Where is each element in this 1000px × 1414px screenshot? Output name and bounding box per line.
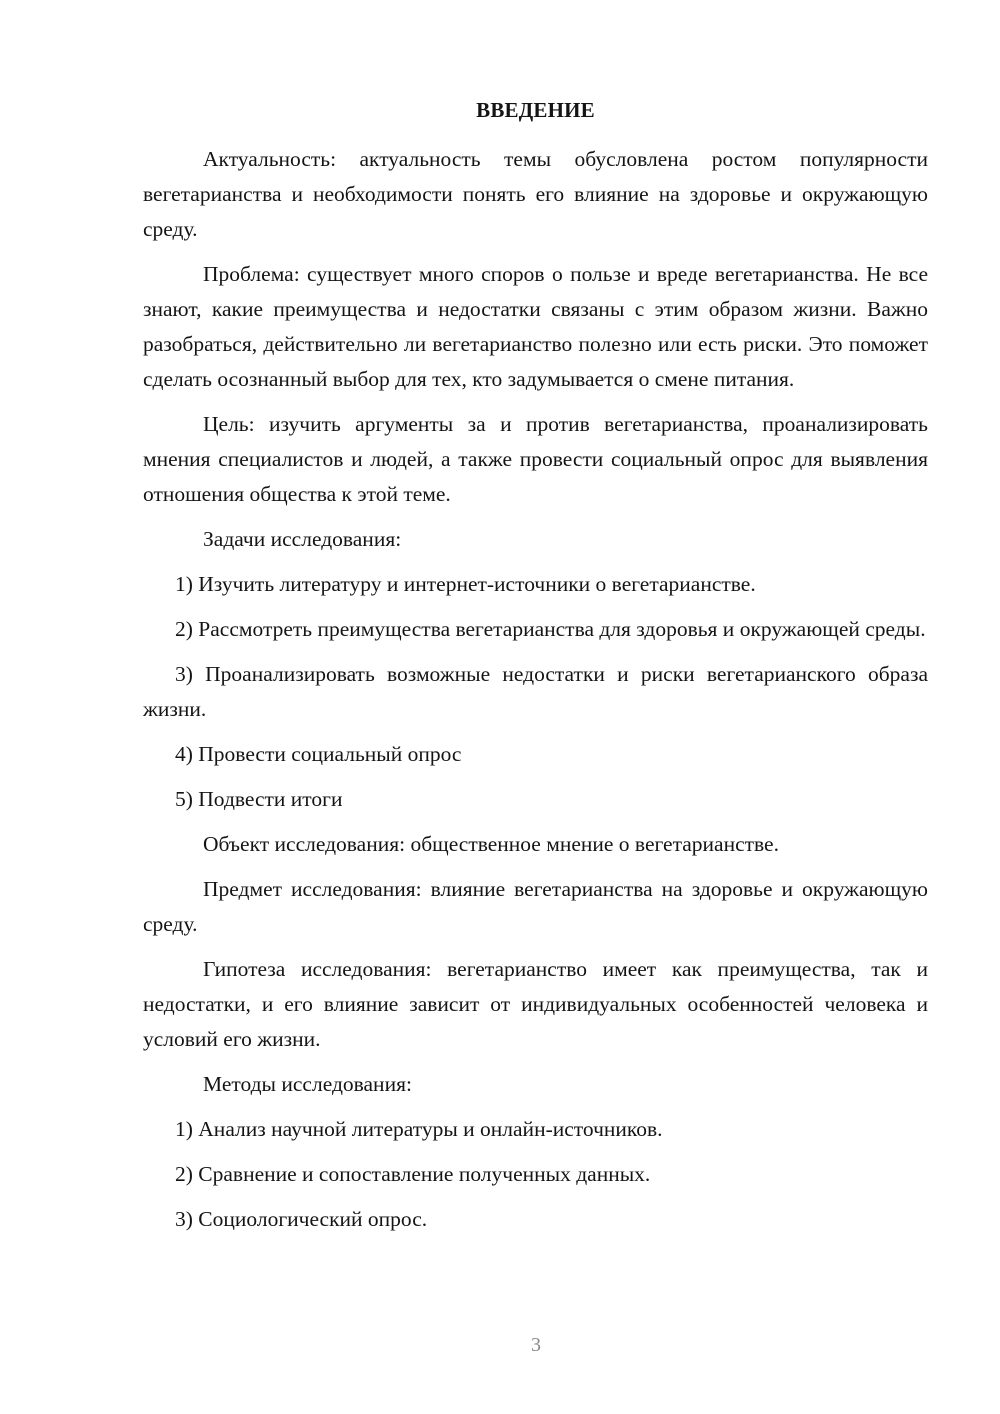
method-item-1: 1) Анализ научной литературы и онлайн-источников. (175, 1117, 663, 1141)
methods-heading: Методы исследования: (203, 1072, 412, 1096)
page-number: 3 (531, 1334, 541, 1356)
paragraph-object: Объект исследования: общественное мнение о вегетарианстве. (203, 832, 779, 856)
paragraph-subject: Предмет исследования: влияние вегетарианства на здоровье и окружающую среду. (143, 877, 928, 936)
task-item-2: 2) Рассмотреть преимущества вегетарианства для здоровья и окружающей среды. (175, 617, 926, 641)
tasks-heading: Задачи исследования: (203, 527, 402, 551)
paragraph-problem: Проблема: существует много споров о пользе и вреде вегетарианства. Не все знают, какие преимущества и недостатки связаны с этим образом жизни. Важно разобраться, действительно ли вегетарианство полезно или есть риски. Это поможет сделать осознанный выбор для тех, кто задумывается о смене питания. (143, 262, 928, 391)
paragraph-hypothesis: Гипотеза исследования: вегетарианство имеет как преимущества, так и недостатки, и его влияние зависит от индивидуальных особенностей человека и условий его жизни. (143, 957, 928, 1051)
task-item-4: 4) Провести социальный опрос (175, 742, 462, 766)
method-item-3: 3) Социологический опрос. (175, 1207, 428, 1231)
section-title: ВВЕДЕНИЕ (476, 98, 595, 122)
page-content (143, 92, 928, 1237)
paragraph-relevance: Актуальность: актуальность темы обусловлена ростом популярности вегетарианства и необходимости понять его влияние на здоровье и окружающую среду. (143, 147, 928, 241)
task-item-1: 1) Изучить литературу и интернет-источники о вегетарианстве. (175, 572, 756, 596)
task-item-3: 3) Проанализировать возможные недостатки и риски вегетарианского образа жизни. (143, 662, 928, 721)
method-item-2: 2) Сравнение и сопоставление полученных данных. (175, 1162, 651, 1186)
task-item-5: 5) Подвести итоги (175, 787, 343, 811)
paragraph-goal: Цель: изучить аргументы за и против вегетарианства, проанализировать мнения специалистов и людей, а также провести социальный опрос для выявления отношения общества к этой теме. (143, 412, 928, 506)
